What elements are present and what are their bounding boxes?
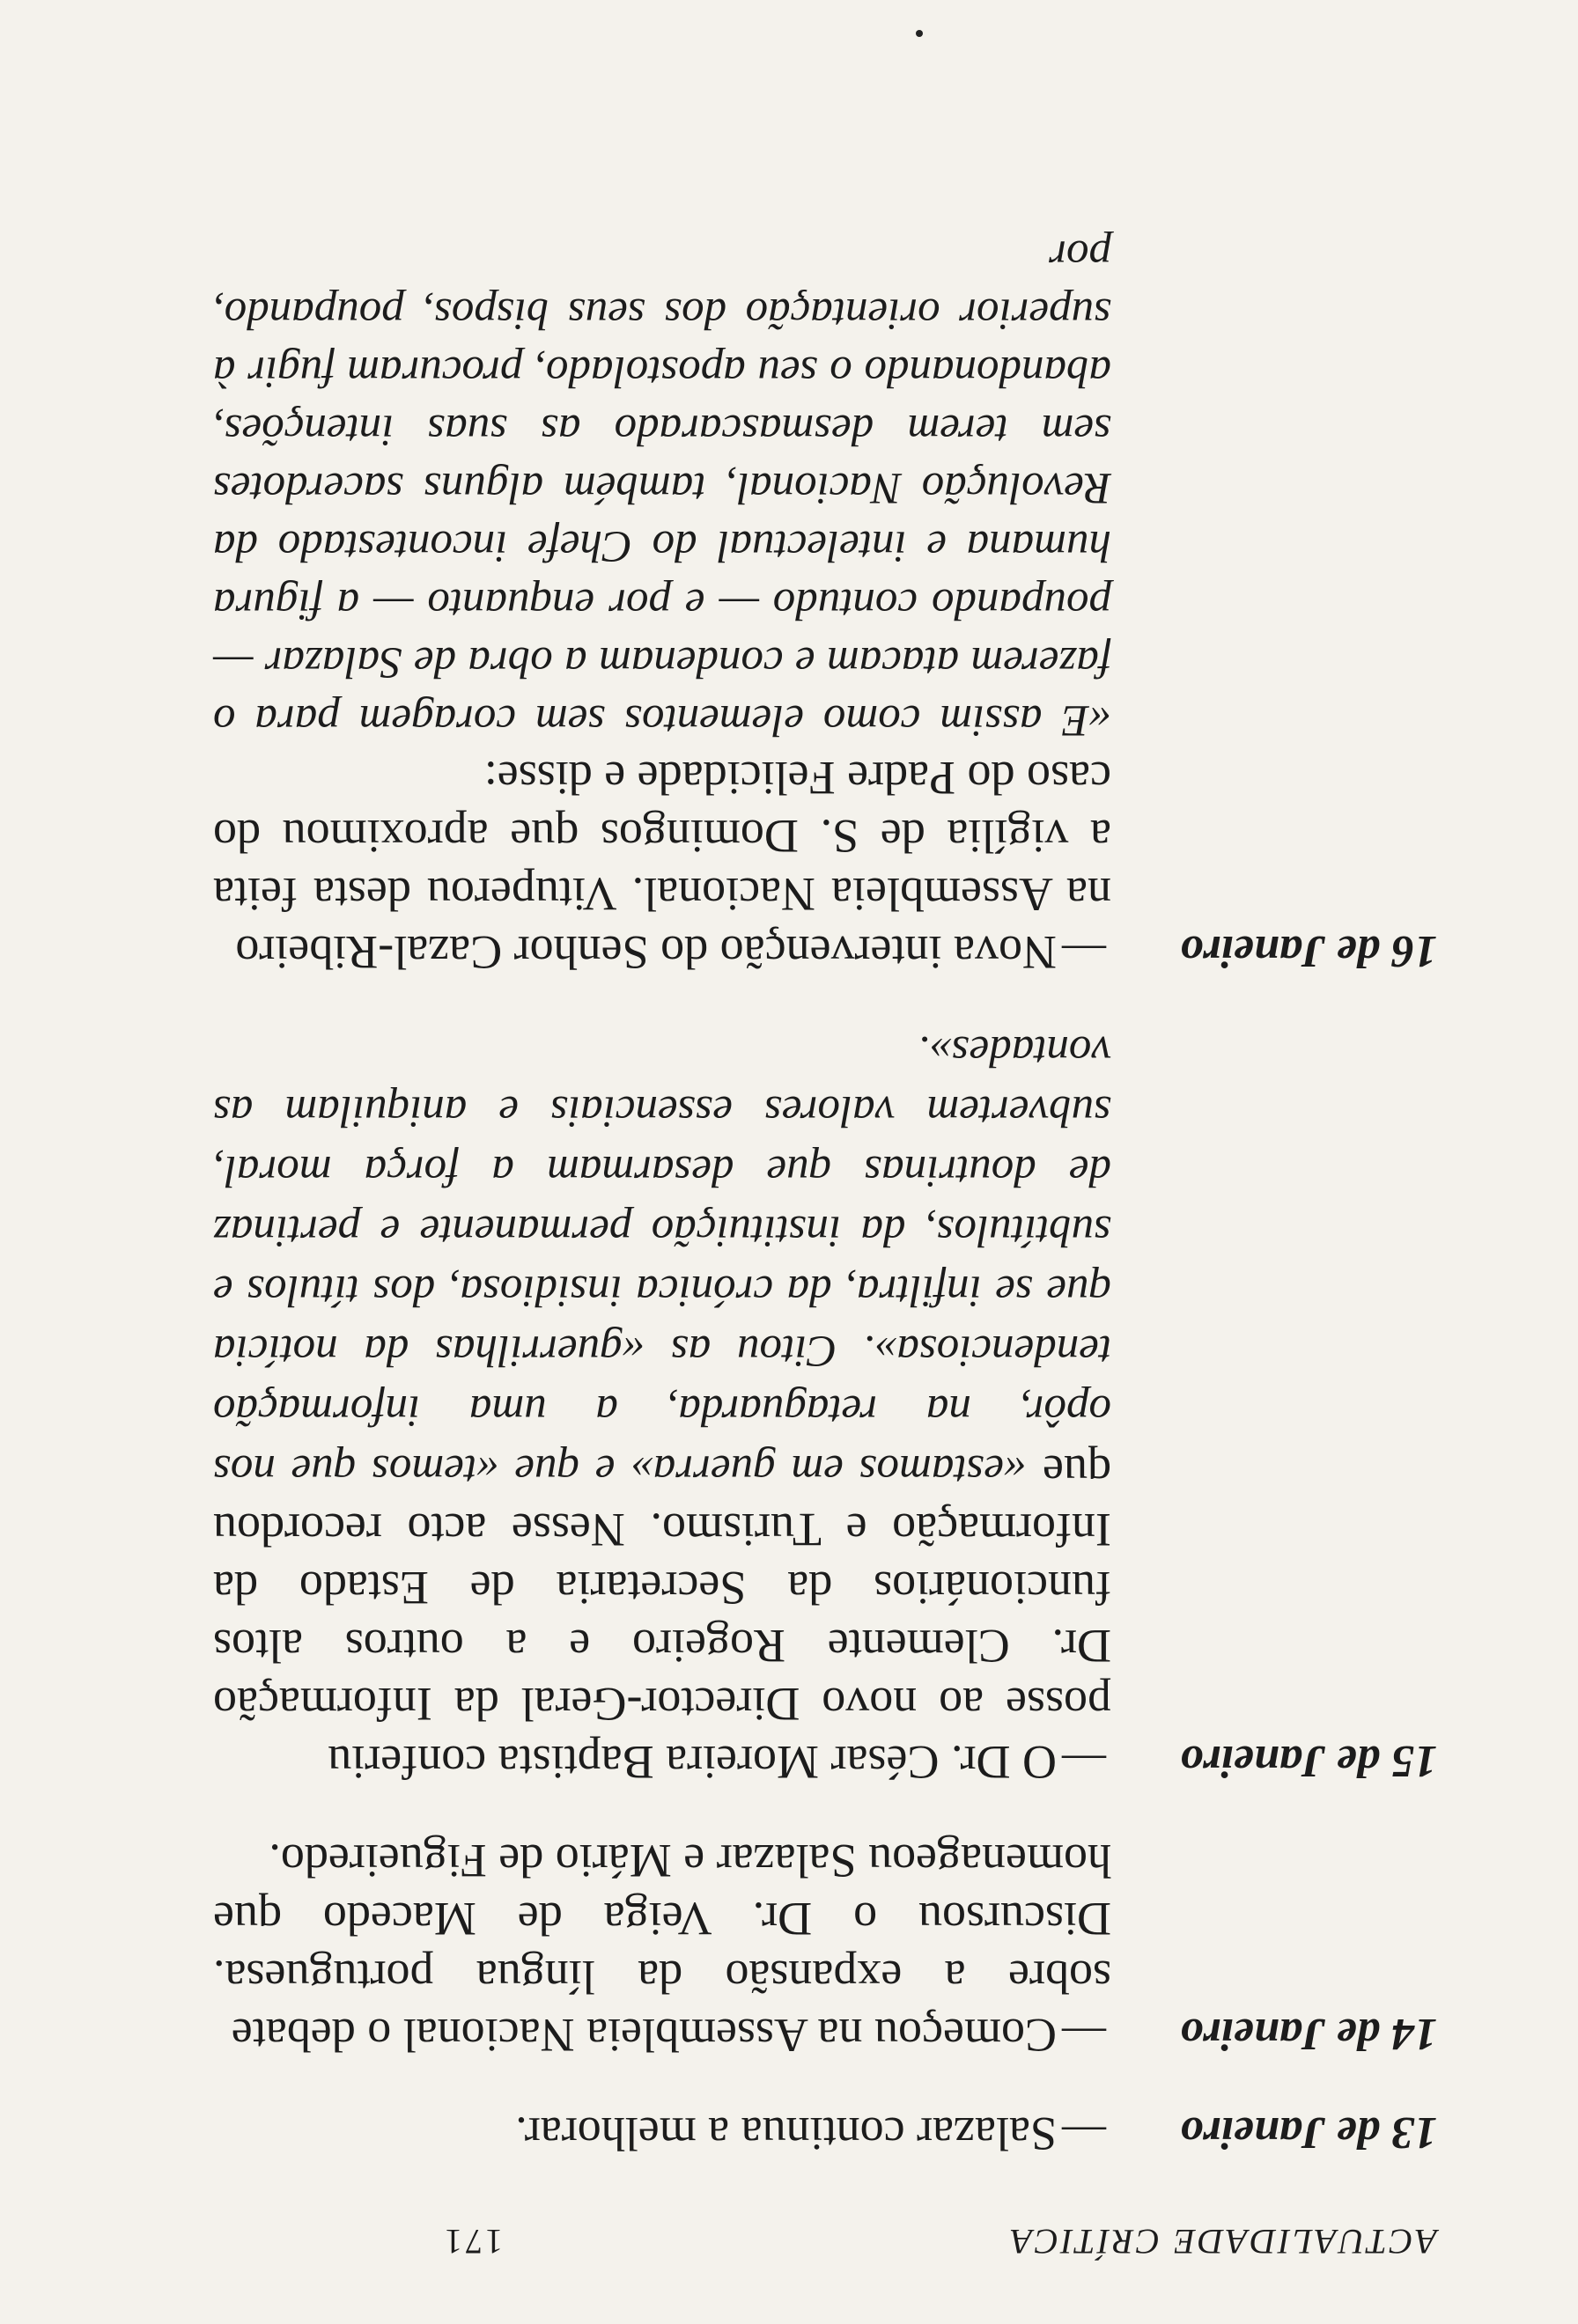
entry-date: 14 de Janeiro [1180, 2009, 1437, 2059]
entry-15-janeiro [151, 1022, 1437, 1791]
entry-body [213, 226, 1111, 923]
page-content [151, 186, 1437, 2262]
em-dash: — [1062, 2010, 1106, 2059]
entry-body-text: posse ao novo Director-Geral da Informação Dr. Clemente Rogeiro e a outros altos funcionários da Secretaria de Estado da Informação e Turismo. Nesse acto recordou que [213, 1445, 1111, 1731]
print-speck [916, 30, 923, 37]
entry-body-text: na Assembleia Nacional. Vituperou desta feita a vigília de S. Domingos que aproximou do caso do Padre Felicidade e disse: [213, 752, 1111, 921]
entry-lead-text: O Dr. César Moreira Baptista conferiu [328, 1736, 1057, 1789]
entry-date: 16 de Janeiro [1180, 926, 1437, 976]
entry-13-janeiro [151, 2105, 1437, 2163]
entry-body-text: sobre a expansão da língua portuguesa. Discursou o Dr. Veiga de Macedo que homenageou Salazar e Mário de Figueiredo. [213, 1835, 1111, 2004]
entry-16-janeiro [151, 226, 1437, 982]
running-head-title: ACTUALIDADE CRÍTICA [1008, 2222, 1437, 2261]
entry-date: 15 de Janeiro [1180, 1736, 1437, 1786]
entry-quote-text: «estamos em guerra» e que «temos que nos opôr, na retaguarda, a uma informação tendenciosa». Citou as «guerrilhas da notícia que se infiltra, da crónica insidiosa, dos títulos e subtítulos, da instituição permanente e pertinaz de doutrinas que desarmam a força moral, subvertem valores essenciais e aniquilam as vontades». [212, 1026, 1111, 1495]
entry-lead-text: Começou na Assembleia Nacional o debate [231, 2009, 1057, 2062]
running-head [151, 2221, 1437, 2262]
entry-14-janeiro [151, 1832, 1437, 2064]
em-dash: — [1062, 927, 1106, 976]
em-dash: — [1062, 1737, 1106, 1786]
entry-quote-text: «E assim como elementos sem coragem para o fazerem atacam e condenam a obra de Salazar — poupando contudo — e por enquanto — a figura humana e intelectual do Chefe incontestado da Revolução Nacional, também alguns sacerdotes sem terem desmascarado as suas intenções, abandonando o seu apostolado, procuram fugir à superior orientação dos seus bispos, poupando, por [213, 231, 1111, 745]
page-number: 171 [442, 2222, 503, 2261]
entry-body [213, 1022, 1111, 1733]
entry-lead-text: Nova intervenção do Senhor Cazal-Ribeiro [235, 926, 1057, 979]
entry-body [213, 1832, 1111, 2006]
em-dash: — [1062, 2108, 1106, 2158]
entry-date: 13 de Janeiro [1180, 2107, 1437, 2158]
entry-lead-text: Salazar continua a melhorar. [515, 2107, 1057, 2160]
